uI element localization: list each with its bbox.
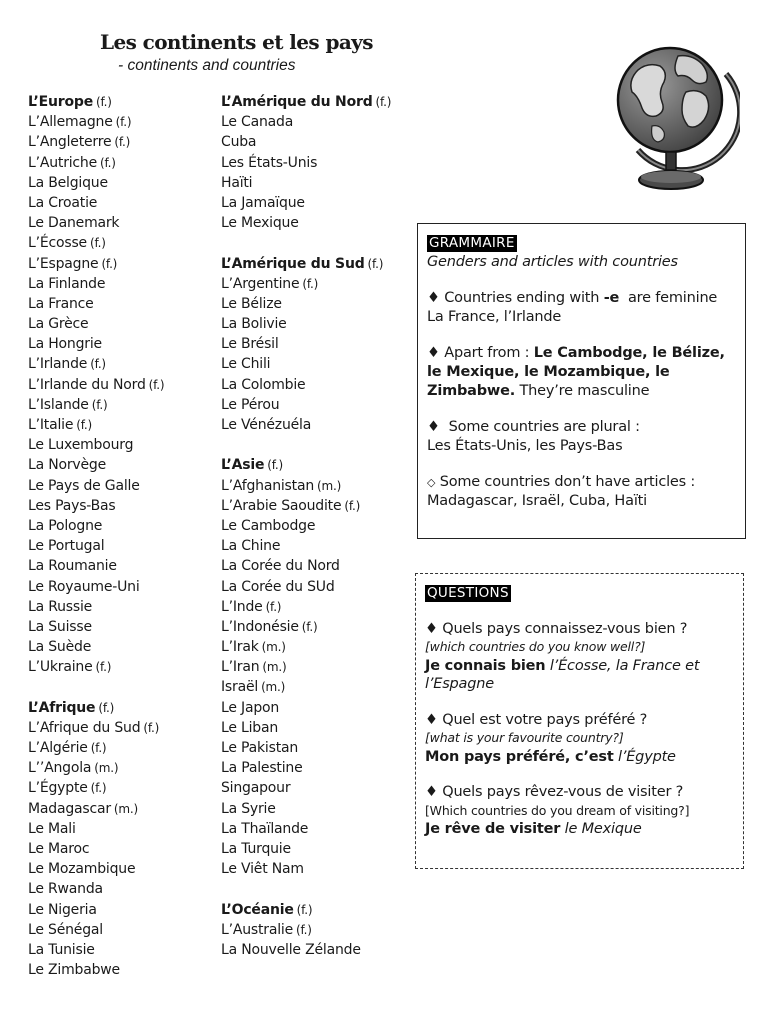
country-item bbox=[28, 334, 213, 354]
country-name: Le Royaume-Uni bbox=[28, 578, 140, 595]
country-item bbox=[221, 395, 411, 415]
country-item bbox=[221, 334, 411, 354]
gender-marker: (f.) bbox=[90, 781, 107, 796]
country-name: La Jamaïque bbox=[221, 194, 305, 211]
country-item bbox=[221, 799, 411, 819]
country-name: La Roumanie bbox=[28, 558, 117, 575]
country-item bbox=[221, 677, 411, 697]
country-name: La Corée du SUd bbox=[221, 578, 335, 595]
country-item bbox=[221, 132, 411, 152]
grammar-box bbox=[417, 223, 746, 539]
country-item bbox=[28, 839, 213, 859]
country-name: La Hongrie bbox=[28, 336, 102, 353]
country-item bbox=[28, 718, 213, 738]
country-item bbox=[28, 395, 213, 415]
country-item bbox=[28, 375, 213, 395]
gender-marker: (f.) bbox=[115, 115, 132, 130]
gender-marker: (f.) bbox=[114, 135, 131, 150]
country-name: L’Espagne bbox=[28, 255, 99, 272]
country-item bbox=[221, 637, 411, 657]
gender-marker: (f.) bbox=[375, 95, 392, 109]
country-item bbox=[28, 435, 213, 455]
country-name: L’Écosse bbox=[28, 235, 87, 252]
country-name: La Turquie bbox=[221, 840, 291, 857]
grammar-rule-4: ◇ Some countries don’t have articles : bbox=[427, 474, 696, 490]
country-item bbox=[221, 213, 411, 233]
question-2-translation: [what is your favourite country?] bbox=[425, 730, 624, 745]
country-name: L’Iran bbox=[221, 659, 260, 676]
country-name: La Grèce bbox=[28, 316, 89, 333]
country-name: Israël bbox=[221, 679, 259, 696]
country-item bbox=[28, 294, 213, 314]
question-3: ♦ Quels pays rêvez-vous de visiter ? bbox=[425, 784, 684, 800]
country-item bbox=[28, 213, 213, 233]
country-name: Le Mexique bbox=[221, 215, 299, 232]
middle-country-column bbox=[221, 92, 411, 960]
bullet-icon: ♦ bbox=[427, 290, 440, 306]
country-name: La Corée du Nord bbox=[221, 558, 340, 575]
country-name: La Norvège bbox=[28, 457, 107, 474]
country-name: La Syrie bbox=[221, 800, 276, 817]
country-item bbox=[28, 819, 213, 839]
column-spacer bbox=[221, 435, 411, 455]
country-name: L’Allemagne bbox=[28, 114, 113, 131]
country-item bbox=[221, 112, 411, 132]
country-item bbox=[221, 597, 411, 617]
country-name: La Pologne bbox=[28, 517, 103, 534]
country-name: L’Irlande bbox=[28, 356, 88, 373]
gender-marker: (f.) bbox=[296, 902, 313, 917]
column-spacer bbox=[221, 233, 411, 253]
gender-marker: (f.) bbox=[302, 276, 319, 291]
country-name: Les États-Unis bbox=[221, 154, 318, 171]
country-name: Le Brésil bbox=[221, 336, 279, 353]
country-name: Le Luxembourg bbox=[28, 437, 134, 454]
country-item bbox=[28, 455, 213, 475]
continent-heading bbox=[28, 92, 213, 112]
grammar-label: GRAMMAIRE bbox=[429, 235, 515, 251]
country-name: Le Liban bbox=[221, 719, 279, 736]
country-name: La Suède bbox=[28, 639, 92, 656]
country-item bbox=[28, 496, 213, 516]
country-name: La Chine bbox=[221, 538, 281, 555]
country-item bbox=[221, 920, 411, 940]
country-item bbox=[28, 920, 213, 940]
country-name: La Tunisie bbox=[28, 941, 95, 958]
country-name: L’Irak bbox=[221, 639, 259, 656]
country-name: La Palestine bbox=[221, 760, 303, 777]
country-name: Le Bélize bbox=[221, 295, 282, 312]
grammar-subtitle: Genders and articles with countries bbox=[427, 254, 678, 270]
questions-box bbox=[415, 573, 744, 869]
globe-icon bbox=[608, 22, 740, 194]
gender-marker: (f.) bbox=[344, 498, 361, 513]
country-name: La Russie bbox=[28, 598, 93, 615]
country-item bbox=[28, 132, 213, 152]
country-item bbox=[28, 859, 213, 879]
country-item bbox=[221, 738, 411, 758]
bullet-icon: ♦ bbox=[427, 419, 440, 435]
country-name: L’Inde bbox=[221, 598, 263, 615]
gender-marker: (f.) bbox=[89, 236, 106, 251]
gender-marker: (f.) bbox=[76, 418, 92, 432]
country-item bbox=[221, 476, 411, 496]
country-name: Cuba bbox=[221, 134, 257, 151]
country-item bbox=[221, 496, 411, 516]
country-name: Le Japon bbox=[221, 699, 280, 716]
country-item bbox=[28, 476, 213, 496]
country-name: La Croatie bbox=[28, 194, 98, 211]
country-item bbox=[28, 577, 213, 597]
country-name: Les Pays-Bas bbox=[28, 497, 116, 514]
country-name: L’Afghanistan bbox=[221, 477, 314, 494]
country-item bbox=[221, 274, 411, 294]
gender-marker: (f.) bbox=[96, 95, 112, 109]
gender-marker: (m.) bbox=[317, 478, 342, 493]
country-item bbox=[28, 799, 213, 819]
country-item bbox=[221, 758, 411, 778]
country-item bbox=[221, 536, 411, 556]
country-item bbox=[28, 173, 213, 193]
country-name: Le Chili bbox=[221, 356, 271, 373]
question-2: ♦ Quel est votre pays préféré ? bbox=[425, 711, 648, 728]
country-item bbox=[28, 940, 213, 960]
country-name: Le Vénézuéla bbox=[221, 417, 312, 433]
country-name: La France bbox=[28, 295, 94, 312]
country-item bbox=[28, 153, 213, 173]
gender-marker: (f.) bbox=[95, 660, 112, 675]
grammar-rule-1: ♦ Countries ending with -e are feminine bbox=[427, 290, 718, 306]
country-name: L’Islande bbox=[28, 396, 89, 413]
gender-marker: (f.) bbox=[90, 741, 107, 755]
country-item bbox=[221, 354, 411, 374]
grammar-rule-1-example: La France, l’Irlande bbox=[427, 309, 562, 325]
country-item bbox=[221, 718, 411, 738]
gender-marker: (f.) bbox=[101, 256, 118, 271]
country-item bbox=[28, 516, 213, 536]
country-name: La Suisse bbox=[28, 618, 92, 635]
country-item bbox=[28, 778, 213, 798]
country-item bbox=[221, 173, 411, 193]
column-spacer bbox=[221, 879, 411, 899]
country-name: L’Argentine bbox=[221, 275, 300, 292]
country-name: La Nouvelle Zélande bbox=[221, 941, 361, 958]
continent-heading bbox=[221, 254, 411, 274]
country-item bbox=[28, 415, 213, 435]
country-item bbox=[28, 758, 213, 778]
gender-marker: (f.) bbox=[265, 599, 282, 614]
country-name: Le Pakistan bbox=[221, 740, 299, 756]
country-name: La Colombie bbox=[221, 376, 306, 393]
country-name: Le Rwanda bbox=[28, 881, 103, 898]
country-item bbox=[221, 294, 411, 314]
grammar-rule-3-example: Les États-Unis, les Pays-Bas bbox=[427, 438, 623, 454]
country-item bbox=[221, 415, 411, 435]
continent-name: L’Amérique du Nord bbox=[221, 94, 373, 110]
gender-marker: (f.) bbox=[100, 155, 116, 170]
country-item bbox=[28, 233, 213, 253]
gender-marker: (f.) bbox=[267, 458, 284, 473]
gender-marker: (m.) bbox=[113, 801, 138, 816]
country-item bbox=[221, 153, 411, 173]
country-item bbox=[221, 314, 411, 334]
continent-heading bbox=[221, 455, 411, 475]
bullet-icon: ♦ bbox=[425, 620, 438, 637]
gender-marker: (f.) bbox=[90, 357, 106, 372]
gender-marker: (f.) bbox=[98, 700, 115, 715]
country-name: Le Sénégal bbox=[28, 921, 103, 938]
column-spacer bbox=[28, 677, 213, 697]
country-item bbox=[28, 112, 213, 132]
country-name: Le Cambodge bbox=[221, 517, 316, 534]
country-name: L’Autriche bbox=[28, 154, 98, 171]
country-name: Le Maroc bbox=[28, 840, 90, 857]
bullet-icon: ♦ bbox=[427, 345, 440, 361]
continent-name: L’Europe bbox=[28, 94, 93, 110]
country-item bbox=[221, 516, 411, 536]
grammar-rule-3: ♦ Some countries are plural : bbox=[427, 419, 640, 435]
country-name: Le Pays de Galle bbox=[28, 477, 140, 494]
country-name: L’Algérie bbox=[28, 740, 88, 756]
country-name: L’Australie bbox=[221, 921, 294, 938]
country-item bbox=[221, 819, 411, 839]
page-title: Les continents et les pays bbox=[100, 30, 373, 54]
country-item bbox=[221, 193, 411, 213]
country-item bbox=[28, 738, 213, 758]
country-item bbox=[221, 577, 411, 597]
country-name: L’’Angola bbox=[28, 760, 92, 777]
country-name: L’Arabie Saoudite bbox=[221, 497, 342, 514]
page-subtitle: - continents and countries bbox=[118, 57, 296, 74]
country-item bbox=[28, 900, 213, 920]
gender-marker: (m.) bbox=[262, 660, 287, 675]
question-1-translation: [which countries do you know well?] bbox=[425, 639, 646, 654]
gender-marker: (f.) bbox=[301, 619, 318, 634]
country-item bbox=[28, 274, 213, 294]
country-item bbox=[28, 254, 213, 274]
country-item bbox=[221, 940, 411, 960]
gender-marker: (f.) bbox=[148, 377, 165, 392]
country-name: Le Portugal bbox=[28, 538, 105, 555]
bullet-icon: ♦ bbox=[425, 784, 438, 800]
continent-heading bbox=[28, 698, 213, 718]
country-name: L’Égypte bbox=[28, 780, 88, 797]
country-item bbox=[28, 536, 213, 556]
country-name: Haïti bbox=[221, 174, 253, 191]
gender-marker: (f.) bbox=[91, 397, 108, 412]
gender-marker: (f.) bbox=[367, 256, 384, 271]
country-item bbox=[28, 193, 213, 213]
country-name: Le Mozambique bbox=[28, 861, 136, 878]
country-name: La Finlande bbox=[28, 275, 106, 292]
country-item bbox=[28, 637, 213, 657]
country-name: La Bolivie bbox=[221, 316, 287, 333]
country-item bbox=[221, 859, 411, 879]
country-name: L’Ukraine bbox=[28, 659, 93, 676]
country-name: Le Canada bbox=[221, 114, 294, 131]
country-item bbox=[28, 617, 213, 637]
country-item bbox=[221, 375, 411, 395]
country-name: L’Angleterre bbox=[28, 134, 112, 151]
question-2-answer: Mon pays préféré, c’est l’Égypte bbox=[425, 748, 676, 765]
country-name: L’Irlande du Nord bbox=[28, 376, 146, 393]
country-name: Le Danemark bbox=[28, 215, 120, 232]
gender-marker: (m.) bbox=[261, 640, 286, 655]
continent-name: L’Océanie bbox=[221, 901, 294, 918]
country-item bbox=[28, 657, 213, 677]
country-item bbox=[28, 556, 213, 576]
gender-marker: (f.) bbox=[143, 720, 160, 735]
country-name: La Thaïlande bbox=[221, 820, 309, 837]
country-item bbox=[221, 617, 411, 637]
continent-name: L’Afrique bbox=[28, 699, 96, 716]
country-name: Le Zimbabwe bbox=[28, 962, 120, 979]
country-item bbox=[221, 698, 411, 718]
country-name: Singapour bbox=[221, 780, 291, 797]
continent-heading bbox=[221, 900, 411, 920]
gender-marker: (m.) bbox=[261, 680, 286, 695]
country-item bbox=[28, 314, 213, 334]
country-name: La Belgique bbox=[28, 174, 108, 191]
country-name: Le Nigeria bbox=[28, 901, 97, 918]
country-item bbox=[221, 556, 411, 576]
grammar-rule-2: ♦ Apart from : Le Cambodge, le Bélize, le Mexique, le Mozambique, le Zimbabwe. They’re masculine bbox=[427, 345, 725, 399]
gender-marker: (f.) bbox=[296, 922, 312, 937]
question-1: ♦ Quels pays connaissez-vous bien ? bbox=[425, 620, 688, 637]
continent-heading bbox=[221, 92, 411, 112]
left-country-column bbox=[28, 92, 213, 980]
country-name: Le Viêt Nam bbox=[221, 861, 304, 878]
country-item bbox=[221, 657, 411, 677]
country-name: Madagascar bbox=[28, 800, 111, 817]
question-3-translation: [Which countries do you dream of visiting?] bbox=[425, 802, 690, 818]
country-name: Le Pérou bbox=[221, 396, 280, 413]
country-item bbox=[28, 960, 213, 980]
question-3-answer: Je rêve de visiter le Mexique bbox=[425, 821, 642, 837]
country-item bbox=[28, 879, 213, 899]
country-item bbox=[28, 354, 213, 374]
bullet-icon: ♦ bbox=[425, 711, 438, 728]
gender-marker: (m.) bbox=[94, 761, 119, 776]
continent-name: L’Amérique du Sud bbox=[221, 255, 365, 272]
questions-label: QUESTIONS bbox=[427, 585, 509, 601]
continent-name: L’Asie bbox=[221, 457, 265, 474]
country-name: L’Afrique du Sud bbox=[28, 719, 141, 736]
grammar-rule-4-example: Madagascar, Israël, Cuba, Haïti bbox=[427, 493, 647, 509]
country-item bbox=[221, 839, 411, 859]
country-item bbox=[28, 597, 213, 617]
country-name: Le Mali bbox=[28, 820, 76, 837]
question-1-answer: Je connais bien l’Écosse, la France et l’Espagne bbox=[425, 657, 700, 692]
country-name: L’Italie bbox=[28, 417, 74, 433]
country-item bbox=[221, 778, 411, 798]
country-name: L’Indonésie bbox=[221, 618, 299, 635]
open-bullet-icon: ◇ bbox=[427, 476, 436, 489]
